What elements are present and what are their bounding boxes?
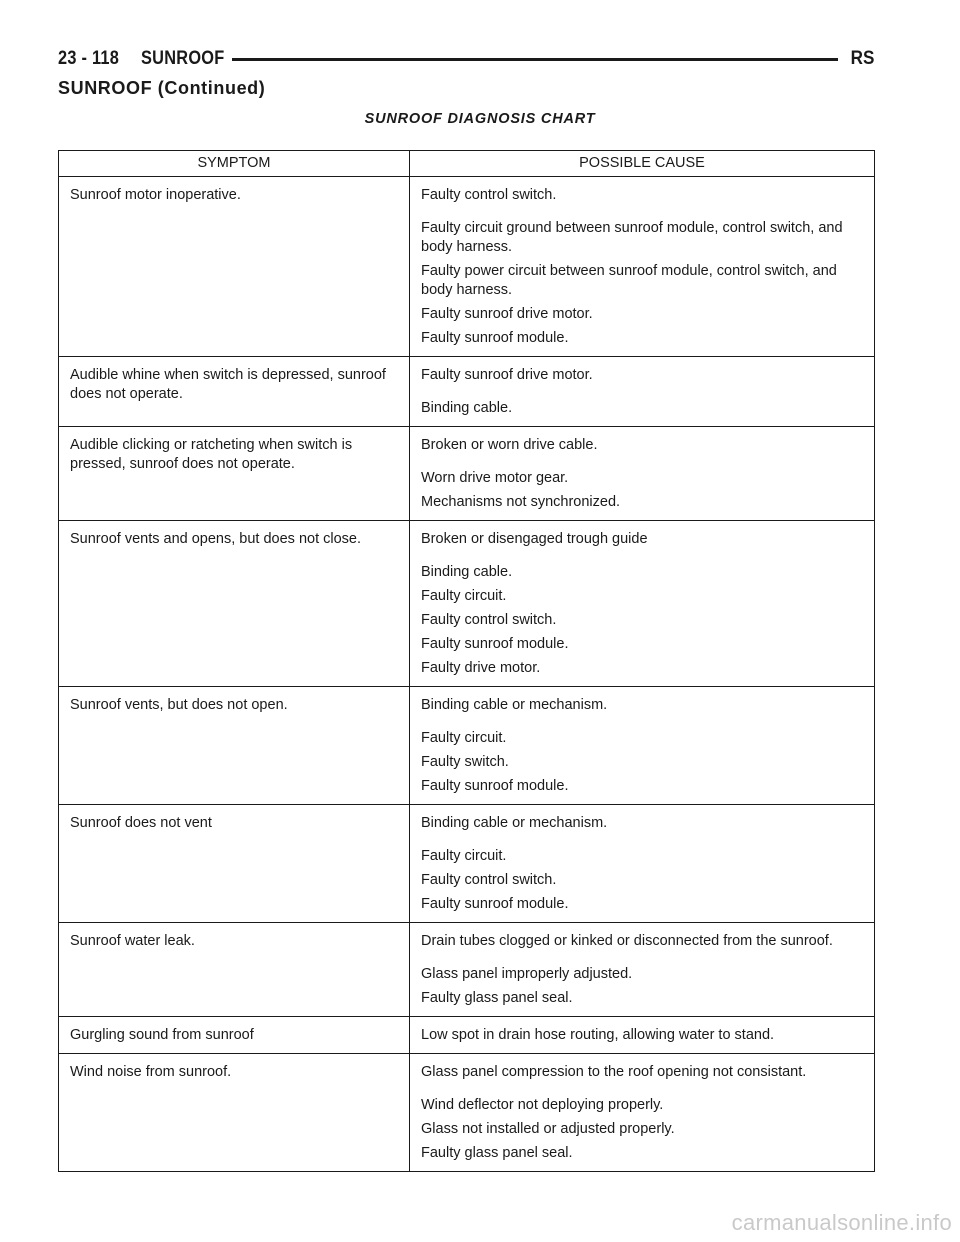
cause-item: Glass not installed or adjusted properly. — [421, 1121, 675, 1137]
diagnosis-table — [58, 150, 875, 1172]
cause-item: Faulty sunroof module. — [421, 636, 569, 652]
table-row — [59, 521, 875, 687]
cause-item: Faulty drive motor. — [421, 660, 541, 676]
possible-cause-cell — [410, 923, 875, 1017]
possible-cause-cell — [410, 427, 875, 521]
table-row — [59, 357, 875, 427]
section-subtitle: SUNROOF (Continued) — [58, 78, 266, 98]
symptom-cell: Audible clicking or ratcheting when switch is pressed, sunroof does not operate. — [59, 427, 410, 521]
cause-item: Faulty circuit. — [421, 730, 507, 746]
symptom-cell: Sunroof vents and opens, but does not close. — [59, 521, 410, 687]
table-row — [59, 687, 875, 805]
symptom-cell: Gurgling sound from sunroof — [59, 1017, 410, 1054]
page-header — [58, 46, 874, 72]
cause-item: Faulty sunroof module. — [421, 778, 569, 794]
chart-title: SUNROOF DIAGNOSIS CHART — [364, 111, 596, 127]
symptom-cell: Sunroof water leak. — [59, 923, 410, 1017]
section-title: SUNROOF — [141, 48, 225, 69]
cause-item: Faulty sunroof drive motor. — [421, 367, 593, 383]
possible-cause-cell — [410, 357, 875, 427]
cause-item: Faulty control switch. — [421, 872, 557, 888]
possible-cause-cell — [410, 177, 875, 357]
table-row — [59, 427, 875, 521]
cause-item: Faulty switch. — [421, 754, 509, 770]
cause-item: Glass panel improperly adjusted. — [421, 966, 633, 982]
symptom-cell: Audible whine when switch is depressed, sunroof does not operate. — [59, 357, 410, 427]
cause-item: Broken or disengaged trough guide — [421, 531, 648, 547]
possible-cause-cell — [410, 1017, 875, 1054]
cause-item: Low spot in drain hose routing, allowing water to stand. — [421, 1027, 775, 1043]
possible-cause-cell — [410, 687, 875, 805]
cause-item: Faulty circuit. — [421, 848, 507, 864]
symptom-cell: Sunroof vents, but does not open. — [59, 687, 410, 805]
cause-item: Faulty sunroof drive motor. — [421, 306, 593, 322]
possible-cause-cell — [410, 1054, 875, 1172]
cause-item: Broken or worn drive cable. — [421, 437, 598, 453]
watermark: carmanualsonline.info — [731, 1210, 952, 1235]
column-header-possible-cause: POSSIBLE CAUSE — [410, 151, 875, 177]
cause-item: Wind deflector not deploying properly. — [421, 1097, 664, 1113]
column-header-symptom: SYMPTOM — [59, 151, 410, 177]
symptom-cell: Sunroof does not vent — [59, 805, 410, 923]
cause-item: Drain tubes clogged or kinked or disconnected from the sunroof. — [421, 933, 833, 949]
header-rule — [232, 58, 837, 61]
table-row — [59, 805, 875, 923]
cause-item: Faulty sunroof module. — [421, 330, 569, 346]
cause-item: Worn drive motor gear. — [421, 470, 569, 486]
cause-item: Mechanisms not synchronized. — [421, 494, 621, 510]
table-body — [59, 177, 875, 1172]
table-row — [59, 177, 875, 357]
cause-item: Faulty glass panel seal. — [421, 990, 573, 1006]
cause-item: Faulty circuit. — [421, 588, 507, 604]
table-row — [59, 923, 875, 1017]
cause-item: Faulty power circuit between sunroof module, control switch, and body harness. — [421, 263, 837, 298]
symptom-cell: Sunroof motor inoperative. — [59, 177, 410, 357]
model-code: RS — [850, 48, 874, 69]
cause-item: Faulty circuit ground between sunroof module, control switch, and body harness. — [421, 220, 843, 255]
cause-item: Faulty control switch. — [421, 612, 557, 628]
symptom-cell: Wind noise from sunroof. — [59, 1054, 410, 1172]
cause-item: Binding cable or mechanism. — [421, 697, 608, 713]
possible-cause-cell — [410, 805, 875, 923]
page-number: 23 - 118 — [58, 48, 120, 69]
cause-item: Binding cable or mechanism. — [421, 815, 608, 831]
cause-item: Glass panel compression to the roof opening not consistant. — [421, 1064, 807, 1080]
cause-item: Faulty sunroof module. — [421, 896, 569, 912]
cause-item: Faulty control switch. — [421, 187, 557, 203]
cause-item: Binding cable. — [421, 400, 513, 416]
cause-item: Faulty glass panel seal. — [421, 1145, 573, 1161]
table-row — [59, 1054, 875, 1172]
table-row — [59, 1017, 875, 1054]
cause-item: Binding cable. — [421, 564, 513, 580]
possible-cause-cell — [410, 521, 875, 687]
table-header-row — [59, 151, 875, 177]
